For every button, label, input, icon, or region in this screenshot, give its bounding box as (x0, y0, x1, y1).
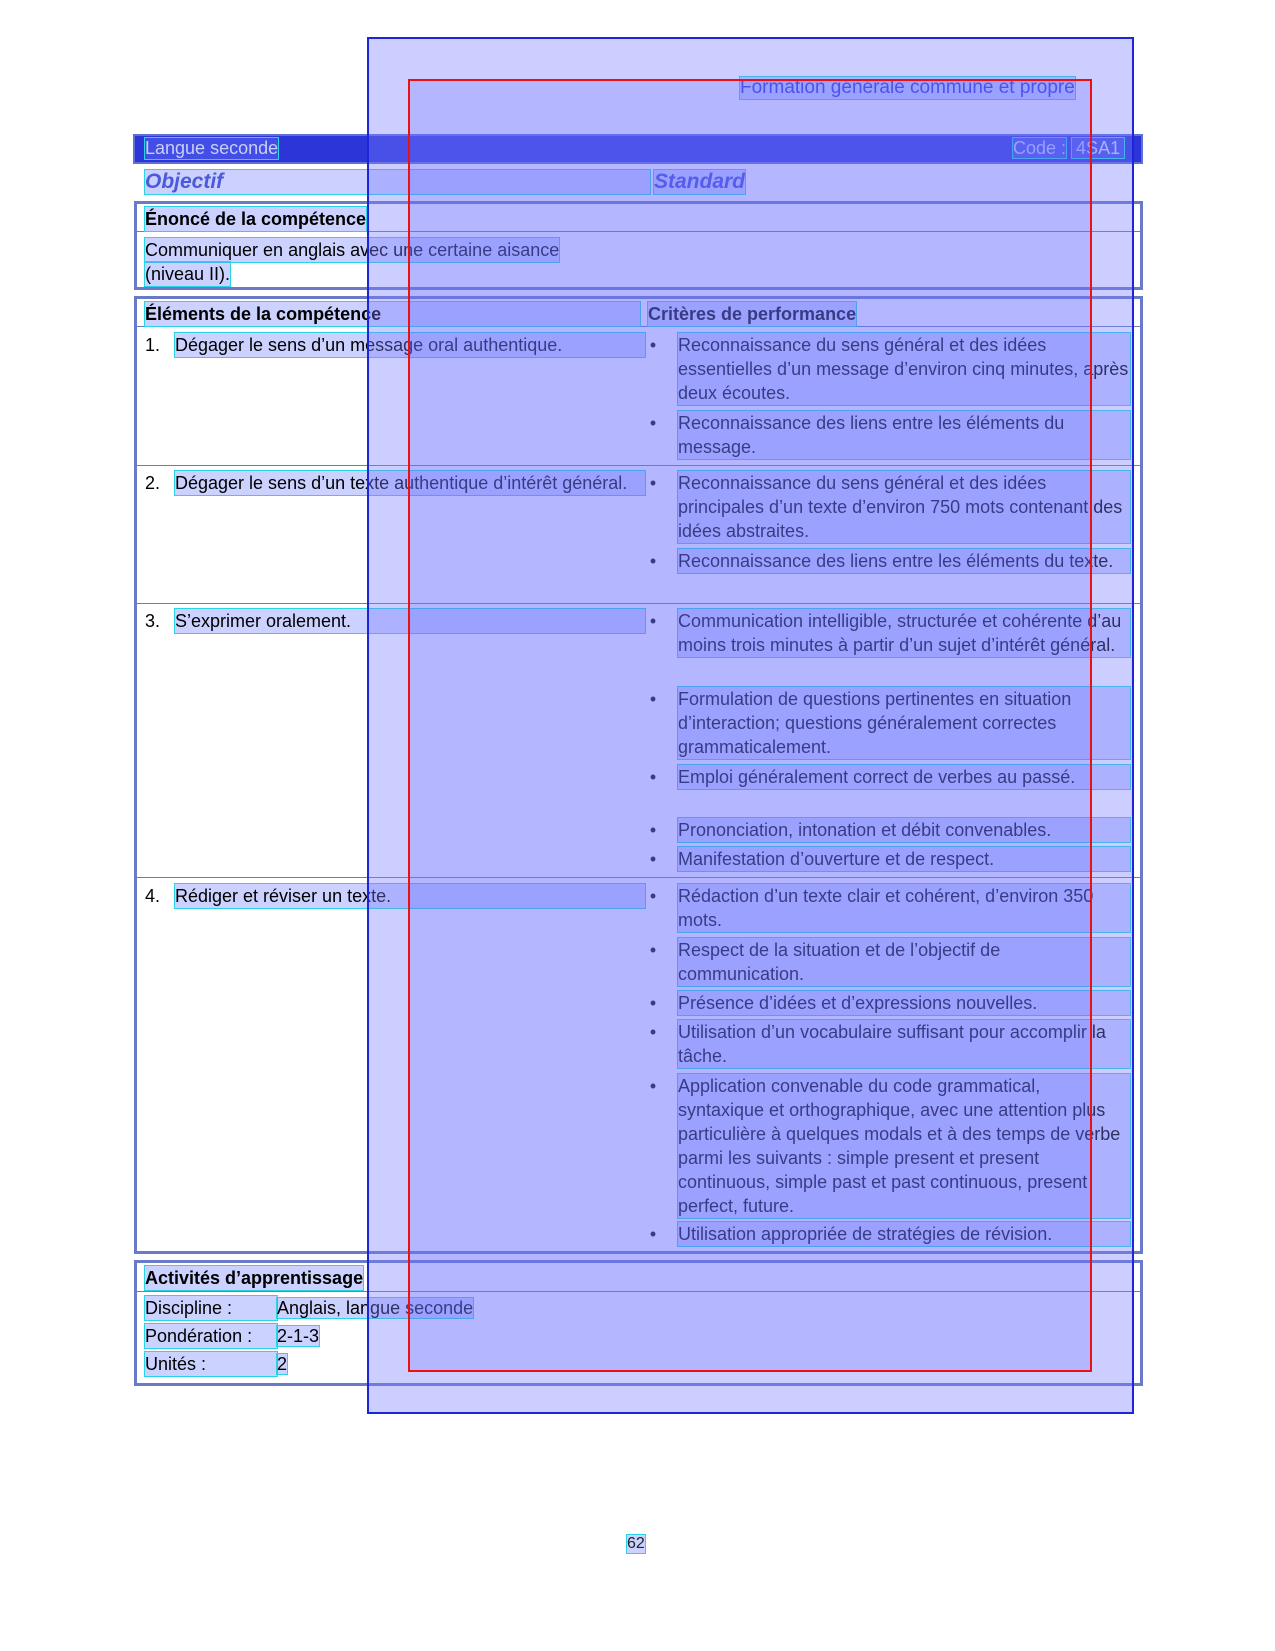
criterion-text: Reconnaissance des liens entre les éléments du message. (678, 411, 1130, 459)
criterion (648, 847, 1130, 871)
criterion-text: Utilisation d’un vocabulaire suffisant pour accomplir la tâche. (678, 1020, 1130, 1068)
bullet-icon: • (649, 335, 657, 355)
objectif-heading: Objectif (145, 170, 650, 194)
criterion (648, 471, 1130, 543)
divider (136, 1291, 1141, 1292)
criterion-text: Communication intelligible, structurée et cohérente d’au moins trois minutes à partir d’un sujet d’intérêt général. (678, 609, 1130, 657)
bullet-icon: • (649, 993, 657, 1013)
activite-row-discipline (145, 1296, 473, 1320)
activite-value: Anglais, langue seconde (277, 1298, 474, 1318)
code-label: Code : (1013, 138, 1067, 158)
divider (136, 231, 1141, 232)
activite-label: Pondération : (145, 1324, 277, 1348)
criterion (648, 1074, 1130, 1218)
criterion (648, 991, 1130, 1015)
element-item-4 (145, 884, 645, 908)
divider (136, 326, 1141, 327)
criterion-text: Rédaction d’un texte clair et cohérent, d’environ 350 mots. (678, 884, 1130, 932)
activite-value: 2-1-3 (277, 1326, 320, 1346)
criterion (648, 938, 1130, 986)
divider (136, 465, 1141, 466)
page-number: 62 (627, 1535, 645, 1552)
enonce-line-1: Communiquer en anglais avec une certaine aisance (145, 240, 560, 260)
criterion-text: Manifestation d’ouverture et de respect. (678, 847, 1130, 871)
criterion (648, 609, 1130, 657)
criterion-text: Reconnaissance du sens général et des idées essentielles d’un message d’environ cinq minutes, après deux écoutes. (678, 335, 1129, 403)
criterion (648, 818, 1130, 842)
bullet-icon: • (649, 849, 657, 869)
criterion (648, 411, 1130, 459)
criterion (648, 1222, 1130, 1246)
course-code (1013, 138, 1124, 159)
criterion-text: Application convenable du code grammatical, syntaxique et orthographique, avec une attention plus particulière à quelques modals et à des temps de verbe parmi les suivants : simple present et present continuous, simple past et past continuous, present perfect, future. (678, 1074, 1130, 1218)
activite-row-ponderation (145, 1324, 319, 1348)
element-text: Rédiger et réviser un texte. (175, 884, 645, 908)
element-number: 4. (145, 886, 161, 906)
criterion-text: Présence d’idées et d’expressions nouvelles. (678, 991, 1130, 1015)
code-value: 4SA1 (1072, 138, 1124, 158)
course-bar (133, 134, 1143, 164)
activites-heading: Activités d’apprentissage (145, 1268, 364, 1288)
criteria-heading: Critères de performance (648, 304, 857, 324)
standard-heading: Standard (654, 170, 746, 193)
element-item-2 (145, 471, 645, 495)
criterion-text: Respect de la situation et de l’objectif de communication. (678, 938, 1130, 986)
divider (136, 603, 1141, 604)
criterion-text: Reconnaissance du sens général et des idées principales d’un texte d’environ 750 mots contenant des idées abstraites. (678, 471, 1130, 543)
bullet-icon: • (649, 611, 657, 631)
element-item-3 (145, 609, 645, 633)
criterion (648, 1020, 1130, 1068)
bullet-icon: • (649, 940, 657, 960)
element-number: 3. (145, 611, 161, 631)
criterion (648, 765, 1130, 789)
activite-label: Unités : (145, 1352, 277, 1376)
activite-row-unites (145, 1352, 287, 1376)
activite-label: Discipline : (145, 1296, 277, 1320)
criterion-text: Prononciation, intonation et débit convenables. (678, 818, 1130, 842)
course-subject: Langue seconde (145, 138, 279, 158)
criterion-text: Reconnaissance des liens entre les éléments du texte. (678, 549, 1130, 573)
bullet-icon: • (649, 1224, 657, 1244)
element-item-1 (145, 333, 645, 357)
activite-value: 2 (277, 1354, 288, 1374)
bullet-icon: • (649, 820, 657, 840)
document-section-title: Formation générale commune et propre (740, 77, 1075, 98)
criterion (648, 884, 1130, 932)
element-number: 2. (145, 473, 161, 493)
element-number: 1. (145, 335, 161, 355)
elements-heading: Éléments de la compétence (145, 302, 640, 326)
bullet-icon: • (649, 689, 657, 709)
element-text: S’exprimer oralement. (175, 609, 645, 633)
bullet-icon: • (649, 413, 657, 433)
bullet-icon: • (649, 1022, 657, 1042)
criterion-text: Emploi généralement correct de verbes au passé. (678, 765, 1130, 789)
enonce-line-2: (niveau II). (145, 264, 231, 284)
divider (136, 877, 1141, 878)
bullet-icon: • (649, 767, 657, 787)
criterion (648, 549, 1130, 573)
criterion (648, 687, 1130, 759)
criterion-text: Formulation de questions pertinentes en situation d’interaction; questions généralement correctes grammaticalement. (678, 687, 1130, 759)
enonce-heading: Énoncé de la compétence (145, 209, 367, 229)
bullet-icon: • (649, 1076, 657, 1096)
criterion (648, 333, 1130, 405)
element-text: Dégager le sens d’un message oral authentique. (175, 333, 645, 357)
bullet-icon: • (649, 886, 657, 906)
criterion-text: Utilisation appropriée de stratégies de révision. (678, 1222, 1130, 1246)
element-text: Dégager le sens d’un texte authentique d’intérêt général. (175, 471, 645, 495)
bullet-icon: • (649, 473, 657, 493)
bullet-icon: • (649, 551, 657, 571)
